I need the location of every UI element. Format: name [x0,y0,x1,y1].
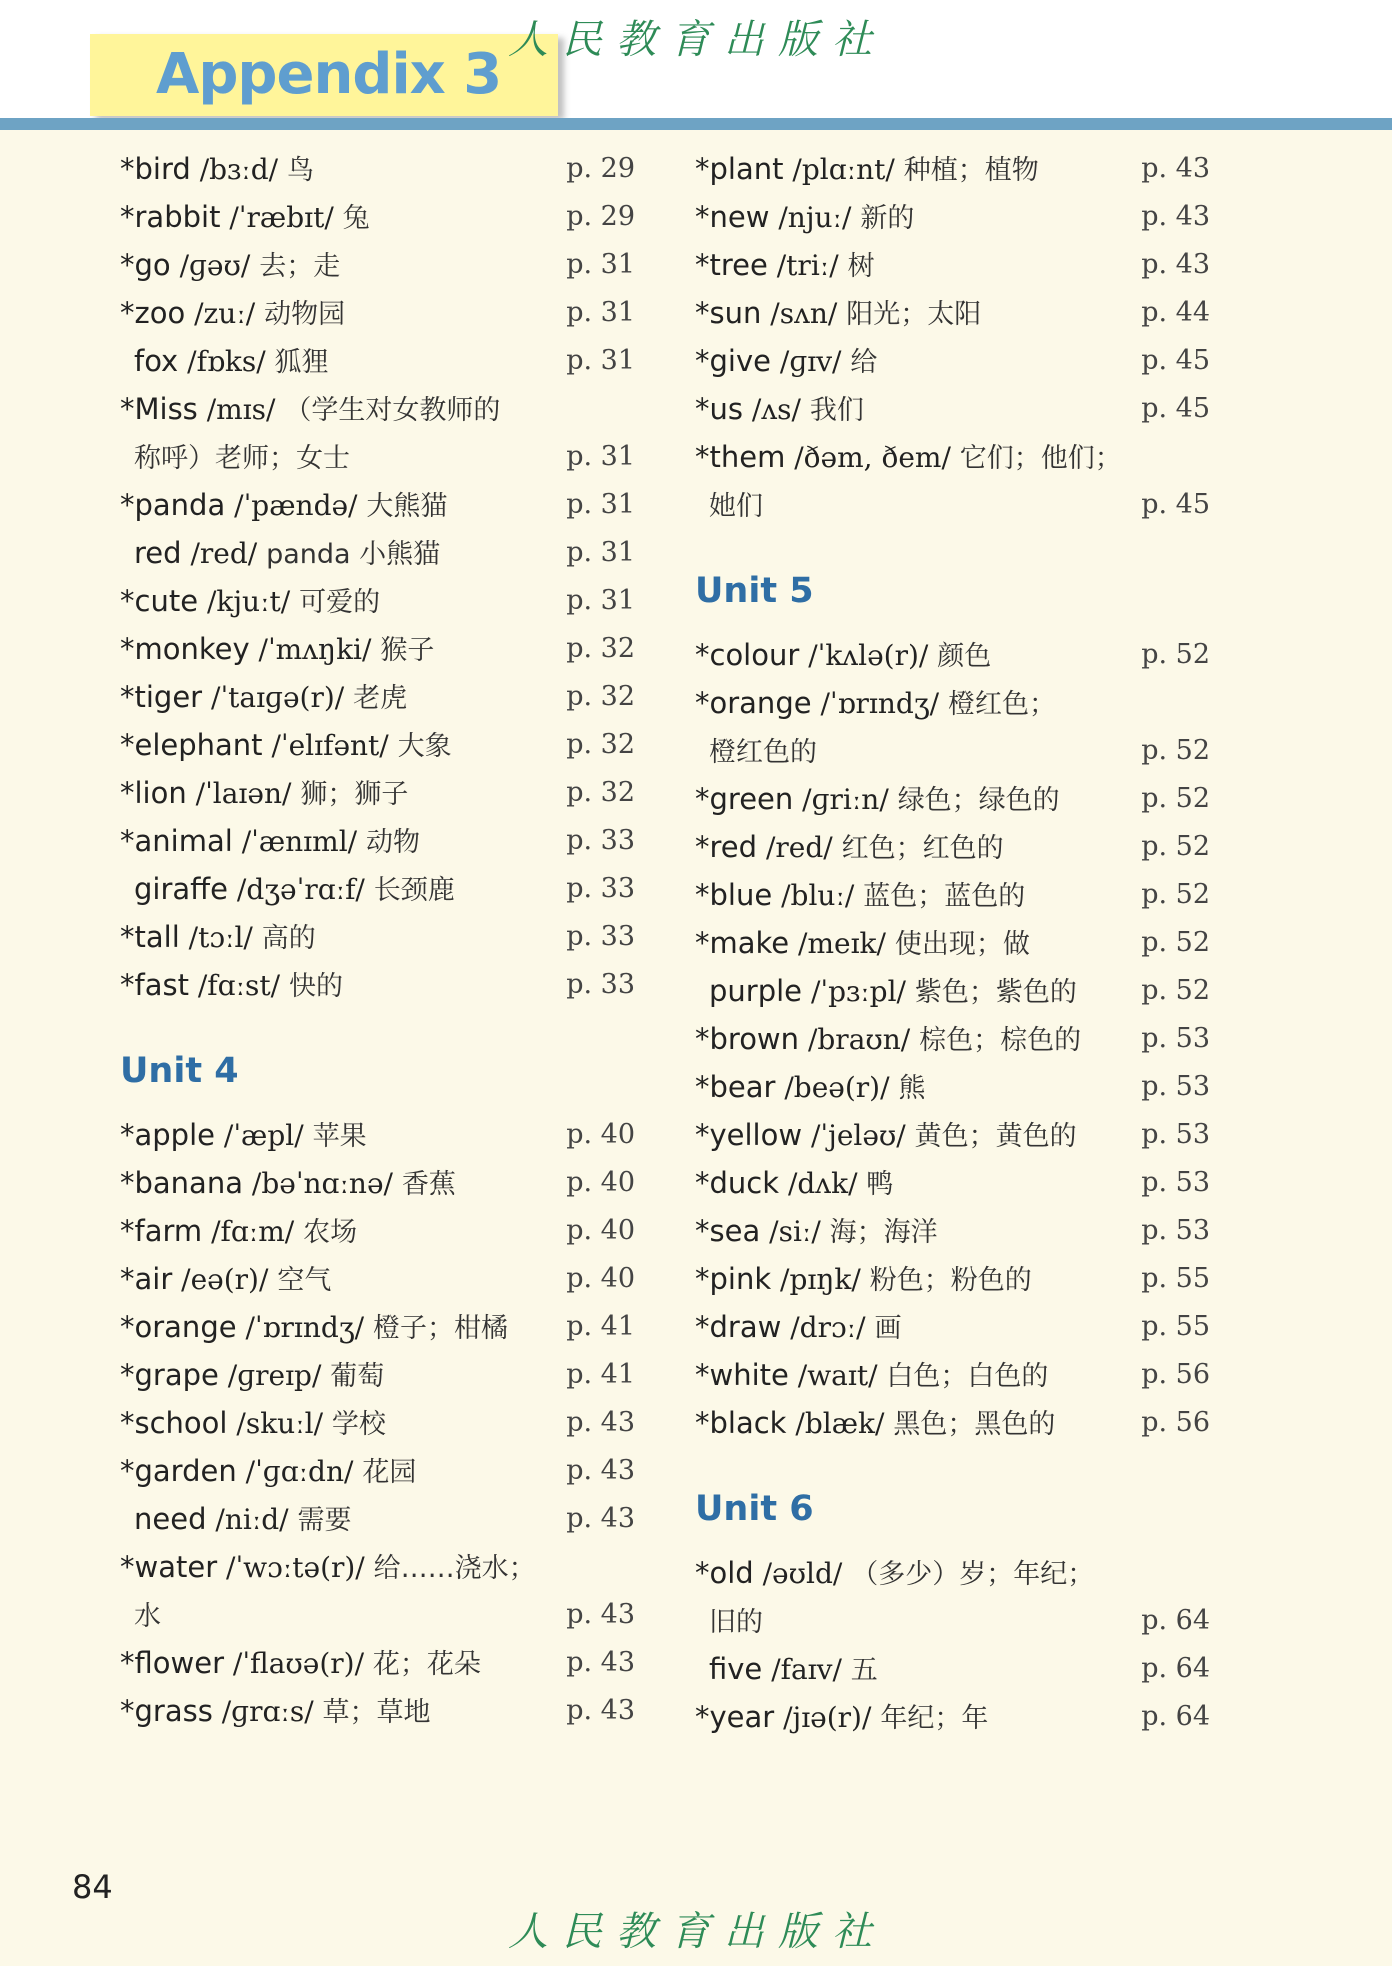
vocab-meaning: 橙子；柑橘 [372,1313,508,1344]
vocab-page-ref: p. 55 [1141,1311,1210,1342]
vocab-meaning: 农场 [303,1217,358,1248]
vocab-word: *zoo [120,296,186,330]
vocab-word: *bear [695,1070,776,1104]
vocab-meaning: 橙红色的 [709,737,817,768]
vocab-entry [120,145,635,193]
vocab-word: *apple [120,1118,215,1152]
left-column [120,145,635,1735]
vocab-page-ref: p. 31 [566,297,635,328]
vocab-word: *tree [695,248,768,282]
vocab-word: *orange [120,1310,237,1344]
vocab-entry [695,481,1210,529]
vocab-ipa: /ˈelɪfənt/ [271,729,389,762]
vocab-entry [120,529,635,577]
vocab-word: *school [120,1406,228,1440]
vocab-entry [120,961,635,1009]
vocab-ipa: /ˈpɜːpl/ [810,975,906,1008]
vocab-ipa: /ˈlaɪən/ [195,777,292,810]
vocab-meaning: 年纪；年 [880,1703,989,1734]
vocab-ipa: /red/ [190,537,258,570]
vocab-page-ref: p. 33 [566,921,635,952]
vocab-ipa: /kjuːt/ [206,585,291,618]
vocab-word: *give [695,344,771,378]
vocab-ipa: /eə(r)/ [181,1263,269,1296]
vocab-meaning: 新的 [860,203,915,234]
vocab-page-ref: p. 56 [1141,1359,1210,1390]
vocab-word: *year [695,1700,775,1734]
vocab-word: *tiger [120,680,203,714]
vocab-ipa: /fɑːst/ [197,969,281,1002]
vocab-entry [120,769,635,817]
vocab-page-ref: p. 52 [1141,975,1210,1006]
vocab-word: *yellow [695,1118,803,1152]
vocab-entry [695,823,1210,871]
vocab-ipa: /fɒks/ [187,345,266,378]
vocab-entry [120,1591,635,1639]
vocab-page-ref: p. 43 [566,1503,635,1534]
vocab-page-ref: p. 29 [566,201,635,232]
vocab-word: *water [120,1550,218,1584]
vocab-entry [120,193,635,241]
vocab-ipa: /dʌk/ [787,1167,858,1200]
vocab-ipa: /beə(r)/ [784,1071,890,1104]
vocab-word: *elephant [120,728,263,762]
vocab-page-ref: p. 32 [566,633,635,664]
vocab-entry [120,1303,635,1351]
vocab-ipa: /bəˈnɑːnə/ [251,1167,393,1200]
vocab-page-ref: p. 53 [1141,1119,1210,1150]
vocab-entry [695,679,1210,727]
vocab-entry [695,385,1210,433]
vocab-meaning: 长颈鹿 [373,875,455,906]
vocab-meaning: 画 [874,1313,902,1344]
vocab-entry [120,1207,635,1255]
vocab-word: purple [709,974,803,1008]
vocab-page-ref: p. 40 [566,1215,635,1246]
vocab-page-ref: p. 56 [1141,1407,1210,1438]
vocab-word: *sun [695,296,762,330]
unit-heading: Unit 5 [695,571,814,611]
vocab-word: *green [695,782,794,816]
vocab-meaning: 棕色；棕色的 [919,1025,1082,1056]
vocab-ipa: /meɪk/ [798,927,886,960]
vocab-word: *grape [120,1358,219,1392]
vocab-ipa: /braʊn/ [807,1023,911,1056]
vocab-meaning: 称呼）老师；女士 [134,443,350,474]
vocab-word: red [134,536,182,570]
vocab-ipa: /ˈtaɪɡə(r)/ [211,681,345,714]
vocab-page-ref: p. 40 [566,1119,635,1150]
vocab-word: *plant [695,152,784,186]
vocab-meaning: 学校 [331,1409,386,1440]
vocab-page-ref: p. 44 [1141,297,1210,328]
vocab-word: *panda [120,488,226,522]
publisher-logo-bottom: 人民教育出版社 [508,1909,886,1955]
vocab-meaning: 她们 [709,491,763,522]
vocab-meaning: 空气 [277,1265,332,1296]
vocab-entry [120,1639,635,1687]
vocab-page-ref: p. 53 [1141,1023,1210,1054]
vocab-page-ref: p. 43 [1141,249,1210,280]
vocab-meaning: 鸟 [287,155,315,186]
vocab-entry [695,1399,1210,1447]
vocab-entry [695,919,1210,967]
vocab-meaning: 旧的 [709,1607,763,1638]
vocab-word: *banana [120,1166,243,1200]
vocab-ipa: /ʌs/ [751,393,801,426]
vocab-page-ref: p. 43 [566,1407,635,1438]
vocab-entry [695,1351,1210,1399]
vocab-entry [120,1687,635,1735]
vocab-page-ref: p. 64 [1141,1605,1210,1636]
vocab-word: *them [695,440,786,474]
vocab-page-ref: p. 43 [1141,201,1210,232]
vocab-page-ref: p. 43 [566,1455,635,1486]
right-column [695,145,1210,1741]
vocab-ipa: /ɡəʊ/ [179,249,251,282]
vocab-entry [695,1207,1210,1255]
vocab-meaning: 黑色；黑色的 [893,1409,1056,1440]
vocab-page-ref: p. 40 [566,1167,635,1198]
vocab-ipa: /ɡriːn/ [802,783,889,816]
vocab-entry [695,631,1210,679]
vocab-page-ref: p. 52 [1141,735,1210,766]
vocab-ipa: /ˈɡɑːdn/ [245,1455,354,1488]
vocab-word: *old [695,1556,754,1590]
vocab-page-ref: p. 52 [1141,831,1210,862]
vocab-entry [120,433,635,481]
vocab-entry [695,1111,1210,1159]
vocab-meaning: 紫色；紫色的 [914,977,1077,1008]
vocab-page-ref: p. 43 [566,1599,635,1630]
vocab-ipa: /fɑːm/ [211,1215,295,1248]
vocab-word: *brown [695,1022,800,1056]
vocab-meaning: 大象 [397,731,452,762]
vocab-entry [695,1549,1210,1597]
vocab-meaning: 粉色；粉色的 [869,1265,1032,1296]
page-title: Appendix 3 [156,42,502,107]
vocab-ipa: /ɡɪv/ [779,345,842,378]
vocab-word: *flower [120,1646,224,1680]
vocab-meaning: 种植；植物 [903,155,1039,186]
vocab-word: *air [120,1262,173,1296]
vocab-page-ref: p. 32 [566,729,635,760]
vocab-page-ref: p. 55 [1141,1263,1210,1294]
vocab-entry [695,871,1210,919]
vocab-ipa: /ˈɒrɪndʒ/ [245,1311,365,1344]
vocab-entry [120,1495,635,1543]
vocab-page-ref: p. 52 [1141,639,1210,670]
vocab-page-ref: p. 31 [566,249,635,280]
vocab-meaning: 鸭 [866,1169,894,1200]
vocab-entry [120,625,635,673]
vocab-page-ref: p. 45 [1141,393,1210,424]
vocab-page-ref: p. 31 [566,345,635,376]
vocab-word: *tall [120,920,180,954]
vocab-meaning: 熊 [898,1073,926,1104]
vocab-meaning: 橙红色； [947,689,1056,720]
vocab-page-ref: p. 43 [566,1647,635,1678]
vocab-entry [695,1063,1210,1111]
vocab-meaning: 给……浇水； [373,1553,536,1584]
vocab-page-ref: p. 45 [1141,489,1210,520]
vocab-entry [695,1015,1210,1063]
vocab-page-ref: p. 40 [566,1263,635,1294]
vocab-entry [120,289,635,337]
vocab-meaning: 猴子 [380,635,435,666]
vocab-word: *orange [695,686,812,720]
vocab-page-ref: p. 41 [566,1359,635,1390]
vocab-entry [120,1543,635,1591]
vocab-entry [695,967,1210,1015]
vocab-meaning: 海；海洋 [829,1217,938,1248]
vocab-entry [120,673,635,721]
vocab-word: *new [695,200,770,234]
vocab-entry [120,1255,635,1303]
vocab-word: *white [695,1358,789,1392]
vocab-ipa: /plɑːnt/ [792,153,895,186]
vocab-entry [120,1447,635,1495]
vocab-meaning: 老虎 [353,683,408,714]
vocab-meaning: 快的 [289,971,343,1002]
vocab-page-ref: p. 43 [1141,153,1210,184]
vocab-meaning: 五 [850,1655,878,1686]
vocab-page-ref: p. 33 [566,825,635,856]
vocab-word: *draw [695,1310,782,1344]
vocab-ipa: /ˈɒrɪndʒ/ [820,687,940,720]
vocab-entry [695,241,1210,289]
vocab-ipa: /bɜːd/ [199,153,279,186]
vocab-meaning: 葡萄 [330,1361,385,1392]
vocab-page-ref: p. 52 [1141,927,1210,958]
vocab-word: *pink [695,1262,772,1296]
vocab-meaning: 使出现；做 [894,929,1030,960]
vocab-meaning: 它们；他们； [959,443,1122,474]
vocab-page-ref: p. 33 [566,873,635,904]
vocab-meaning: 去；走 [259,251,341,282]
vocab-ipa: /ˈflaʊə(r)/ [232,1647,365,1680]
vocab-word: *Miss [120,392,198,426]
vocab-entry [695,1159,1210,1207]
vocab-word: *farm [120,1214,203,1248]
vocab-ipa: /ðəm, ðem/ [794,441,951,474]
vocab-entry [120,1159,635,1207]
vocab-word: five [709,1652,763,1686]
vocab-word: *cute [120,584,199,618]
vocab-meaning: 需要 [297,1505,352,1536]
vocab-entry [695,145,1210,193]
vocab-meaning: 黄色；黄色的 [914,1121,1077,1152]
vocab-word: *rabbit [120,200,221,234]
vocab-ipa: /ˈwɔːtə(r)/ [226,1551,365,1584]
vocab-meaning: 大熊猫 [366,491,448,522]
vocab-ipa: /zuː/ [194,297,256,330]
vocab-ipa: /ˈræbɪt/ [229,201,334,234]
vocab-entry [120,577,635,625]
vocab-entry [695,727,1210,775]
vocab-meaning: 香蕉 [401,1169,456,1200]
unit-heading: Unit 4 [120,1051,239,1091]
vocab-entry [695,1303,1210,1351]
vocab-meaning: 高的 [261,923,316,954]
vocab-entry [120,721,635,769]
vocab-ipa: /njuː/ [778,201,852,234]
vocab-word: *black [695,1406,787,1440]
vocab-ipa: /ˈkʌlə(r)/ [808,639,929,672]
vocab-entry [695,193,1210,241]
vocab-entry [120,1399,635,1447]
vocab-meaning: 花；花朵 [372,1649,481,1680]
vocab-ipa: /red/ [765,831,833,864]
vocab-ipa: /ˈænɪml/ [241,825,358,858]
vocab-meaning: 花园 [362,1457,417,1488]
header-divider [0,118,1392,130]
vocab-page-ref: p. 32 [566,777,635,808]
vocab-page-ref: p. 31 [566,585,635,616]
vocab-entry [695,433,1210,481]
vocab-word: *duck [695,1166,780,1200]
vocab-entry [695,1645,1210,1693]
vocab-entry [695,1693,1210,1741]
vocab-meaning: 白色；白色的 [886,1361,1049,1392]
vocab-meaning: 苹果 [312,1121,367,1152]
vocab-word: *grass [120,1694,213,1728]
vocab-meaning: （多少）岁；年纪； [851,1559,1095,1590]
vocab-word: *make [695,926,790,960]
vocab-ipa: /ɡreɪp/ [227,1359,322,1392]
vocab-ipa: /triː/ [776,249,839,282]
vocab-word: *monkey [120,632,250,666]
vocab-word: *sea [695,1214,761,1248]
vocab-meaning: 动物 [366,827,420,858]
vocab-word: *lion [120,776,187,810]
vocab-ipa: /siː/ [769,1215,821,1248]
publisher-logo-top: 人民教育出版社 [508,17,886,63]
vocab-entry [120,913,635,961]
vocab-meaning: 绿色；绿色的 [897,785,1060,816]
title-banner [90,34,558,116]
vocab-entry [120,817,635,865]
vocab-ipa: /niːd/ [215,1503,289,1536]
vocab-word: *go [120,248,171,282]
vocab-ipa: /jɪə(r)/ [783,1701,872,1734]
vocab-word: *animal [120,824,233,858]
vocab-page-ref: p. 53 [1141,1071,1210,1102]
vocab-page-ref: p. 53 [1141,1167,1210,1198]
vocab-meaning: 可爱的 [299,587,381,618]
vocab-page-ref: p. 31 [566,537,635,568]
vocab-meaning: 水 [134,1601,161,1632]
vocab-meaning: 阳光；太阳 [846,299,982,330]
vocab-ipa: /ˈpændə/ [234,489,358,522]
vocab-entry [120,241,635,289]
vocab-page-ref: p. 43 [566,1695,635,1726]
vocab-ipa: /sʌn/ [770,297,838,330]
vocab-ipa: /əʊld/ [762,1557,843,1590]
vocab-ipa: /bluː/ [781,879,855,912]
vocab-meaning: 狮；狮子 [300,779,409,810]
vocab-ipa: /ɡrɑːs/ [221,1695,314,1728]
vocab-ipa: /ˈmʌŋki/ [258,633,372,666]
vocab-word: *colour [695,638,800,672]
vocab-page-ref: p. 53 [1141,1215,1210,1246]
vocab-page-ref: p. 52 [1141,783,1210,814]
vocab-meaning: 颜色 [937,641,992,672]
vocab-ipa: /waɪt/ [797,1359,878,1392]
vocab-meaning: 动物园 [264,299,346,330]
vocab-page-ref: p. 29 [566,153,635,184]
page-number: 84 [72,1868,113,1906]
vocab-word: *garden [120,1454,237,1488]
vocab-ipa: /dʒəˈrɑːf/ [236,873,365,906]
vocab-meaning: 狐狸 [274,347,329,378]
vocab-ipa: /ˈæpl/ [223,1119,304,1152]
vocab-ipa: /skuːl/ [236,1407,324,1440]
vocab-entry [695,775,1210,823]
vocab-entry [120,385,635,433]
vocab-word: *red [695,830,758,864]
vocab-page-ref: p. 33 [566,969,635,1000]
vocab-word: *fast [120,968,189,1002]
vocab-ipa: /drɔː/ [790,1311,866,1344]
vocab-word: fox [134,344,179,378]
vocab-meaning: 蓝色；蓝色的 [863,881,1026,912]
vocab-entry [695,337,1210,385]
vocab-page-ref: p. 52 [1141,879,1210,910]
vocab-ipa: /ˈjeləʊ/ [811,1119,906,1152]
vocab-meaning: 草；草地 [322,1697,431,1728]
vocab-ipa: /mɪs/ [206,393,276,426]
vocab-entry [120,1111,635,1159]
vocab-page-ref: p. 45 [1141,345,1210,376]
vocab-entry [120,865,635,913]
vocab-meaning: panda 小熊猫 [266,539,441,570]
unit-heading: Unit 6 [695,1489,814,1529]
vocab-entry [695,1255,1210,1303]
vocab-page-ref: p. 32 [566,681,635,712]
vocab-meaning: 树 [847,251,875,282]
vocab-page-ref: p. 31 [566,441,635,472]
vocab-word: giraffe [134,872,228,906]
vocab-word: *bird [120,152,191,186]
vocab-page-ref: p. 31 [566,489,635,520]
vocab-meaning: 给 [850,347,878,378]
vocab-page-ref: p. 64 [1141,1653,1210,1684]
vocab-ipa: /faɪv/ [771,1653,842,1686]
vocab-entry [120,337,635,385]
vocab-meaning: （学生对女教师的 [284,395,501,426]
vocab-entry [695,1597,1210,1645]
vocab-ipa: /pɪŋk/ [780,1263,861,1296]
vocab-word: *us [695,392,743,426]
vocab-entry [120,1351,635,1399]
vocab-meaning: 我们 [809,395,864,426]
vocab-word: *blue [695,878,773,912]
vocab-meaning: 红色；红色的 [841,833,1004,864]
vocab-meaning: 兔 [342,203,370,234]
vocab-page-ref: p. 41 [566,1311,635,1342]
vocab-word: need [134,1502,207,1536]
vocab-ipa: /blæk/ [795,1407,885,1440]
vocab-entry [120,481,635,529]
vocab-ipa: /tɔːl/ [188,921,253,954]
vocab-page-ref: p. 64 [1141,1701,1210,1732]
vocab-entry [695,289,1210,337]
